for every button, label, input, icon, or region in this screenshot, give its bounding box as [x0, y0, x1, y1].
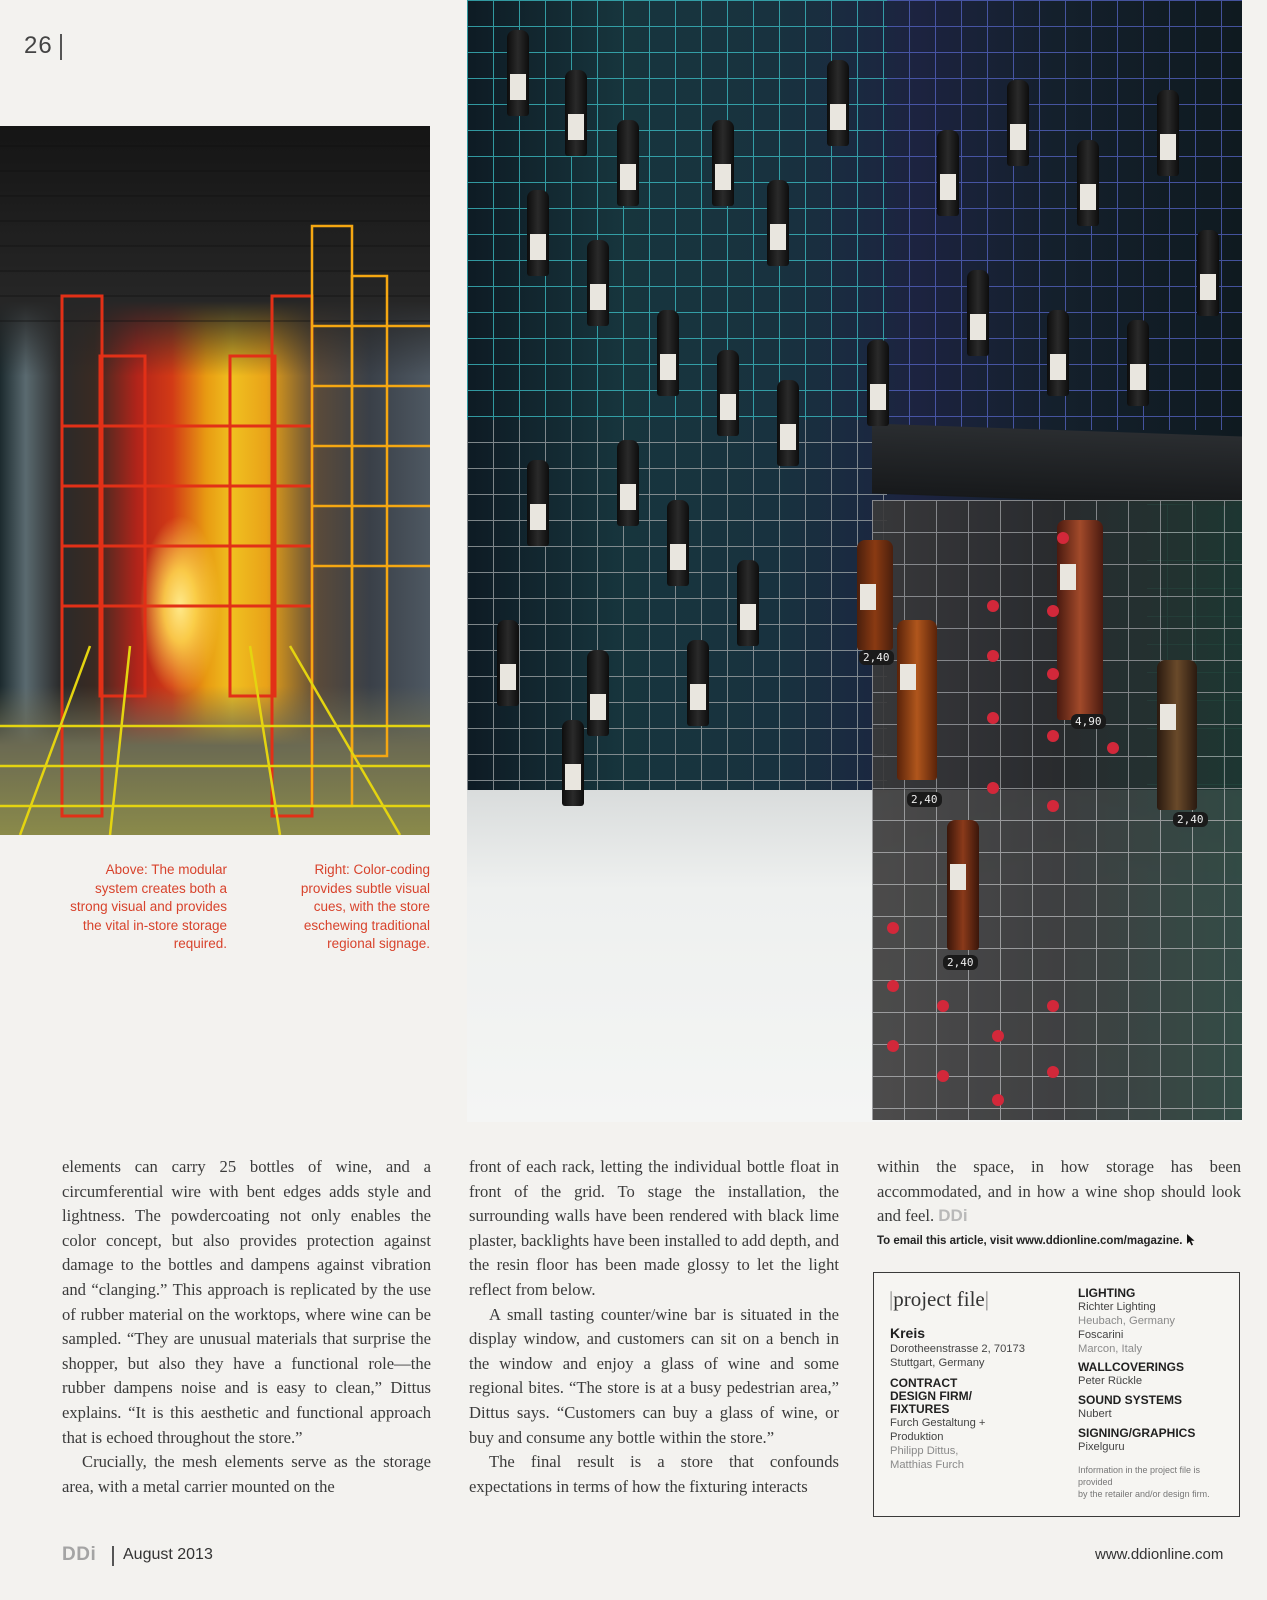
wallcoverings-heading: WALLCOVERINGS [1078, 1360, 1185, 1374]
wine-bottle [827, 60, 849, 146]
photo-wine-wall [467, 0, 1242, 1122]
wine-bottle [1047, 310, 1069, 396]
design-firm-company: Produktion [890, 1431, 944, 1443]
wine-bottle [687, 640, 709, 726]
price-tag: 2,40 [907, 792, 942, 807]
bottle-cap [1047, 800, 1059, 812]
email-article-text[interactable]: To email this article, visit www.ddionline.com/magazine. [877, 1235, 1183, 1247]
sound-vendor: Nubert [1078, 1408, 1112, 1420]
wine-bottle-amber [1057, 520, 1103, 720]
lighting-vendor-place: Heubach, Germany [1078, 1315, 1176, 1327]
wine-bottle [867, 340, 889, 426]
bottle-cap [1047, 730, 1059, 742]
lighting-heading: LIGHTING [1078, 1286, 1136, 1300]
page-number: 26 [24, 32, 53, 59]
site-url[interactable]: www.ddionline.com [1095, 1546, 1224, 1563]
caption-above [60, 861, 227, 954]
store-address-line: Dorotheenstrasse 2, 70173 [890, 1343, 1025, 1355]
wine-bottle [717, 350, 739, 436]
caption-right-text: Right: Color-coding provides subtle visual cues, with the store eschewing traditional regional signage. [300, 862, 430, 951]
project-file-note-line: by the retailer and/or design firm. [1078, 1489, 1210, 1499]
ddi-logo: DDi [62, 1544, 97, 1565]
wine-bottle-amber [897, 620, 937, 780]
signing-heading: SIGNING/GRAPHICS [1078, 1426, 1196, 1440]
sound-heading: SOUND SYSTEMS [1078, 1393, 1183, 1407]
bottle-cap [987, 712, 999, 724]
project-file-note-line: Information in the project file is provided [1078, 1465, 1201, 1487]
bottle-cap [987, 600, 999, 612]
bottle-cap [987, 782, 999, 794]
wine-bottle-amber [1157, 660, 1197, 810]
wine-bottle [937, 130, 959, 216]
article-paragraph: A small tasting counter/wine bar is situated in the display window, and customers can sit on a bench in the window and enjoy a glass of wine and some regional bites. “The store is at a busy pedestrian area,” Dittus says. “Customers can buy a glass of wine, or buy and consume any bottle within the store.” [469, 1304, 839, 1447]
wine-bottle [527, 460, 549, 546]
photo-tasting-counter [872, 424, 1242, 507]
wine-bottle [1157, 90, 1179, 176]
wine-bottle [587, 650, 609, 736]
wine-bottle-amber [947, 820, 979, 950]
email-article-note[interactable] [877, 1233, 1241, 1249]
ddi-end-mark: DDi [938, 1206, 968, 1226]
bottle-cap [1047, 1066, 1059, 1078]
wallcoverings-vendor: Peter Rückle [1078, 1375, 1143, 1387]
lighting-vendor: Foscarini [1078, 1329, 1124, 1341]
wine-bottle [497, 620, 519, 706]
wine-bottle [777, 380, 799, 466]
wine-bottle [667, 500, 689, 586]
bottle-cap [1047, 668, 1059, 680]
photo-color-tunnel [0, 126, 430, 835]
article-paragraph [877, 1155, 1241, 1229]
article-paragraph: Crucially, the mesh elements serve as the storage area, with a metal carrier mounted on the [62, 1452, 431, 1496]
project-file-right-column [1078, 1287, 1233, 1500]
wine-bottle [967, 270, 989, 356]
bottle-cap [937, 1070, 949, 1082]
price-tag: 2,40 [859, 650, 894, 665]
price-tag: 2,40 [1173, 812, 1208, 827]
article-paragraph: The final result is a store that confounds expectations in terms of how the fixturing interacts [469, 1452, 839, 1496]
wine-bottle [767, 180, 789, 266]
wine-bottle [1197, 230, 1219, 316]
design-firm-heading: FIXTURES [890, 1402, 950, 1416]
bottle-cap [887, 922, 899, 934]
bottle-cap [992, 1030, 1004, 1042]
article-column-2 [469, 1155, 839, 1499]
article-paragraph: elements can carry 25 bottles of wine, and a circumferential wire with bent edges adds style and lightness. The powdercoating not only enables the color concept, but also provides protection against damage to the bottles and dampens against vibration and “clanging.” This approach is replicated by the use of rubber material on the worktops, where wine can be sampled. “They are unusual materials that surprise the shopper, but also they have a functional role—the rubber dampens noise and is easy to clean,” Dittus explains. “It is this aesthetic and functional approach that is echoed throughout the store.” [62, 1157, 431, 1447]
price-tag: 4,90 [1071, 714, 1106, 729]
wine-bottle [1007, 80, 1029, 166]
wine-bottle [617, 120, 639, 206]
bottle-cap [987, 650, 999, 662]
lighting-vendor: Richter Lighting [1078, 1301, 1156, 1313]
wine-bottle-amber [857, 540, 893, 650]
bottle-cap [1047, 1000, 1059, 1012]
project-file-title-text: project file [893, 1287, 985, 1311]
caption-above-text: Above: The modular system creates both a strong visual and provides the vital in-store storage required. [70, 862, 227, 951]
bottle-cap [1057, 532, 1069, 544]
bottle-cap [992, 1094, 1004, 1106]
wine-bottle [1077, 140, 1099, 226]
project-file-title: |project file| [889, 1287, 989, 1311]
project-file-note [1078, 1464, 1233, 1500]
design-firm-heading: CONTRACT [890, 1376, 958, 1390]
bottle-cap [937, 1000, 949, 1012]
wine-bottle [1127, 320, 1149, 406]
issue-date: August 2013 [123, 1546, 213, 1563]
design-firm-company: Furch Gestaltung + [890, 1417, 986, 1429]
article-paragraph: front of each rack, letting the individual bottle float in front of the grid. To stage the installation, the surrounding walls have been rendered with black lime plaster, backlights have been installed to add depth, and the resin floor has been made glossy to let the light reflect from below. [469, 1157, 839, 1299]
article-column-3 [877, 1155, 1241, 1229]
design-firm-heading: DESIGN FIRM/ [890, 1389, 973, 1403]
article-ending-text: within the space, in how storage has been accommodated, and in how a wine shop should look and feel. [877, 1157, 1241, 1226]
bottle-cap [1047, 605, 1059, 617]
project-file-box [873, 1272, 1240, 1517]
wine-bottle [737, 560, 759, 646]
page-number-divider [60, 34, 62, 60]
store-name: Kreis [890, 1325, 926, 1341]
wine-bottle [587, 240, 609, 326]
project-file-left-column [890, 1325, 1070, 1472]
wine-bottle [527, 190, 549, 276]
store-address-line: Stuttgart, Germany [890, 1357, 985, 1369]
design-firm-person: Matthias Furch [890, 1459, 964, 1471]
wine-bottle [507, 30, 529, 116]
bottle-cap [887, 980, 899, 992]
wine-bottle [657, 310, 679, 396]
wine-bottle [712, 120, 734, 206]
wine-bottle [565, 70, 587, 156]
article-column-1 [62, 1155, 431, 1499]
price-tag: 2,40 [943, 955, 978, 970]
lighting-vendor-place: Marcon, Italy [1078, 1343, 1143, 1355]
cursor-icon [1186, 1233, 1196, 1249]
design-firm-person: Philipp Dittus, [890, 1445, 959, 1457]
bottle-cap [1107, 742, 1119, 754]
photo-tunnel-grid [0, 126, 430, 835]
wine-bottle [562, 720, 584, 806]
caption-right [285, 861, 430, 954]
bottle-cap [887, 1040, 899, 1052]
wine-bottle [617, 440, 639, 526]
footer-divider [112, 1546, 114, 1566]
signing-vendor: Pixelguru [1078, 1441, 1125, 1453]
